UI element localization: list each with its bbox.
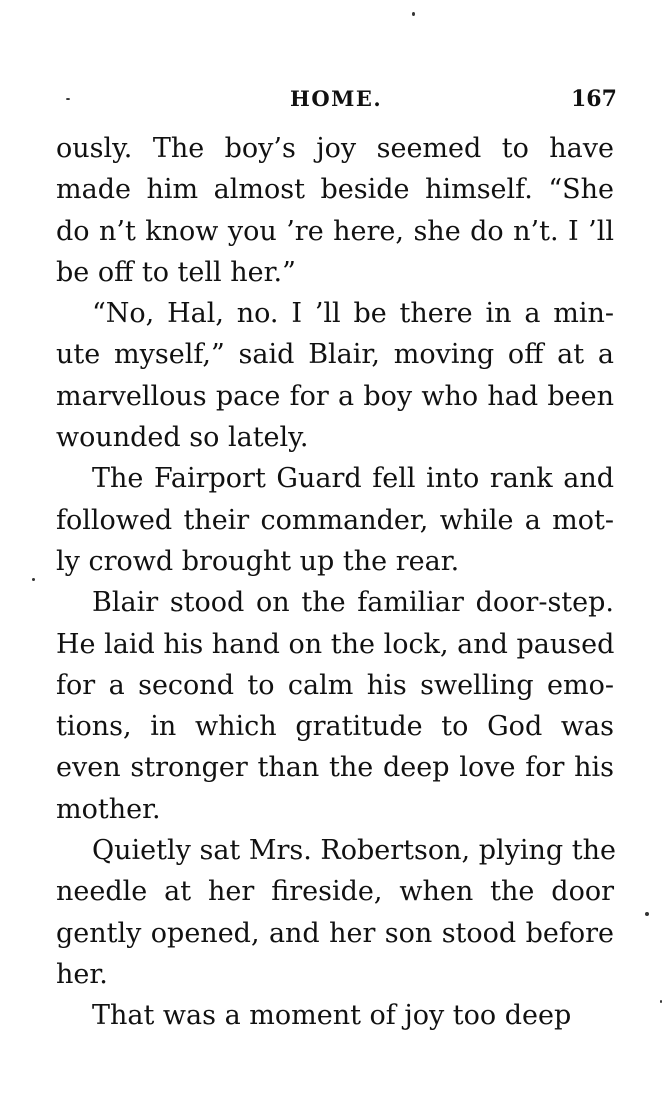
text-line: He laid his hand on the lock, and paused — [56, 628, 615, 660]
print-speck — [412, 12, 415, 16]
text-line: do n’t know you ’re here, she do n’t. I ’ll — [56, 215, 614, 247]
print-speck — [32, 578, 35, 581]
text-line: for a second to calm his swelling emo- — [56, 669, 614, 701]
text-line: The Fairport Guard fell into rank and — [92, 463, 614, 495]
text-line: even stronger than the deep love for his — [56, 752, 614, 784]
text-line: followed their commander, while a mot- — [56, 504, 614, 536]
text-line: Quietly sat Mrs. Robertson, plying the — [92, 835, 616, 867]
text-line: ute myself,” said Blair, moving off at a — [56, 339, 614, 371]
text-line: ously. The boy’s joy seemed to have — [56, 133, 614, 164]
text-line: gently opened, and her son stood before — [56, 917, 614, 949]
running-head-title: HOME. — [290, 86, 383, 111]
running-head — [0, 86, 668, 116]
text-line: her. — [56, 958, 108, 990]
text-line: tions, in which gratitude to God was — [56, 711, 614, 743]
text-line: “No, Hal, no. I ’ll be there in a min- — [92, 298, 614, 330]
body-text — [56, 128, 614, 1037]
text-line: wounded so lately. — [56, 422, 309, 454]
text-line: ly crowd brought up the rear. — [56, 545, 460, 577]
print-speck — [645, 912, 649, 916]
text-line: Blair stood on the familiar door-step. — [92, 587, 614, 619]
text-line: needle at her fireside, when the door — [56, 876, 614, 908]
print-speck — [660, 1000, 662, 1003]
page-number: 167 — [571, 86, 617, 112]
print-speck — [66, 98, 70, 100]
text-line: That was a moment of joy too deep — [92, 1000, 572, 1032]
text-line: marvellous pace for a boy who had been — [56, 380, 614, 412]
text-line: mother. — [56, 793, 161, 825]
text-line: made him almost beside himself. “She — [56, 174, 614, 206]
text-line: be off to tell her.” — [56, 256, 296, 288]
